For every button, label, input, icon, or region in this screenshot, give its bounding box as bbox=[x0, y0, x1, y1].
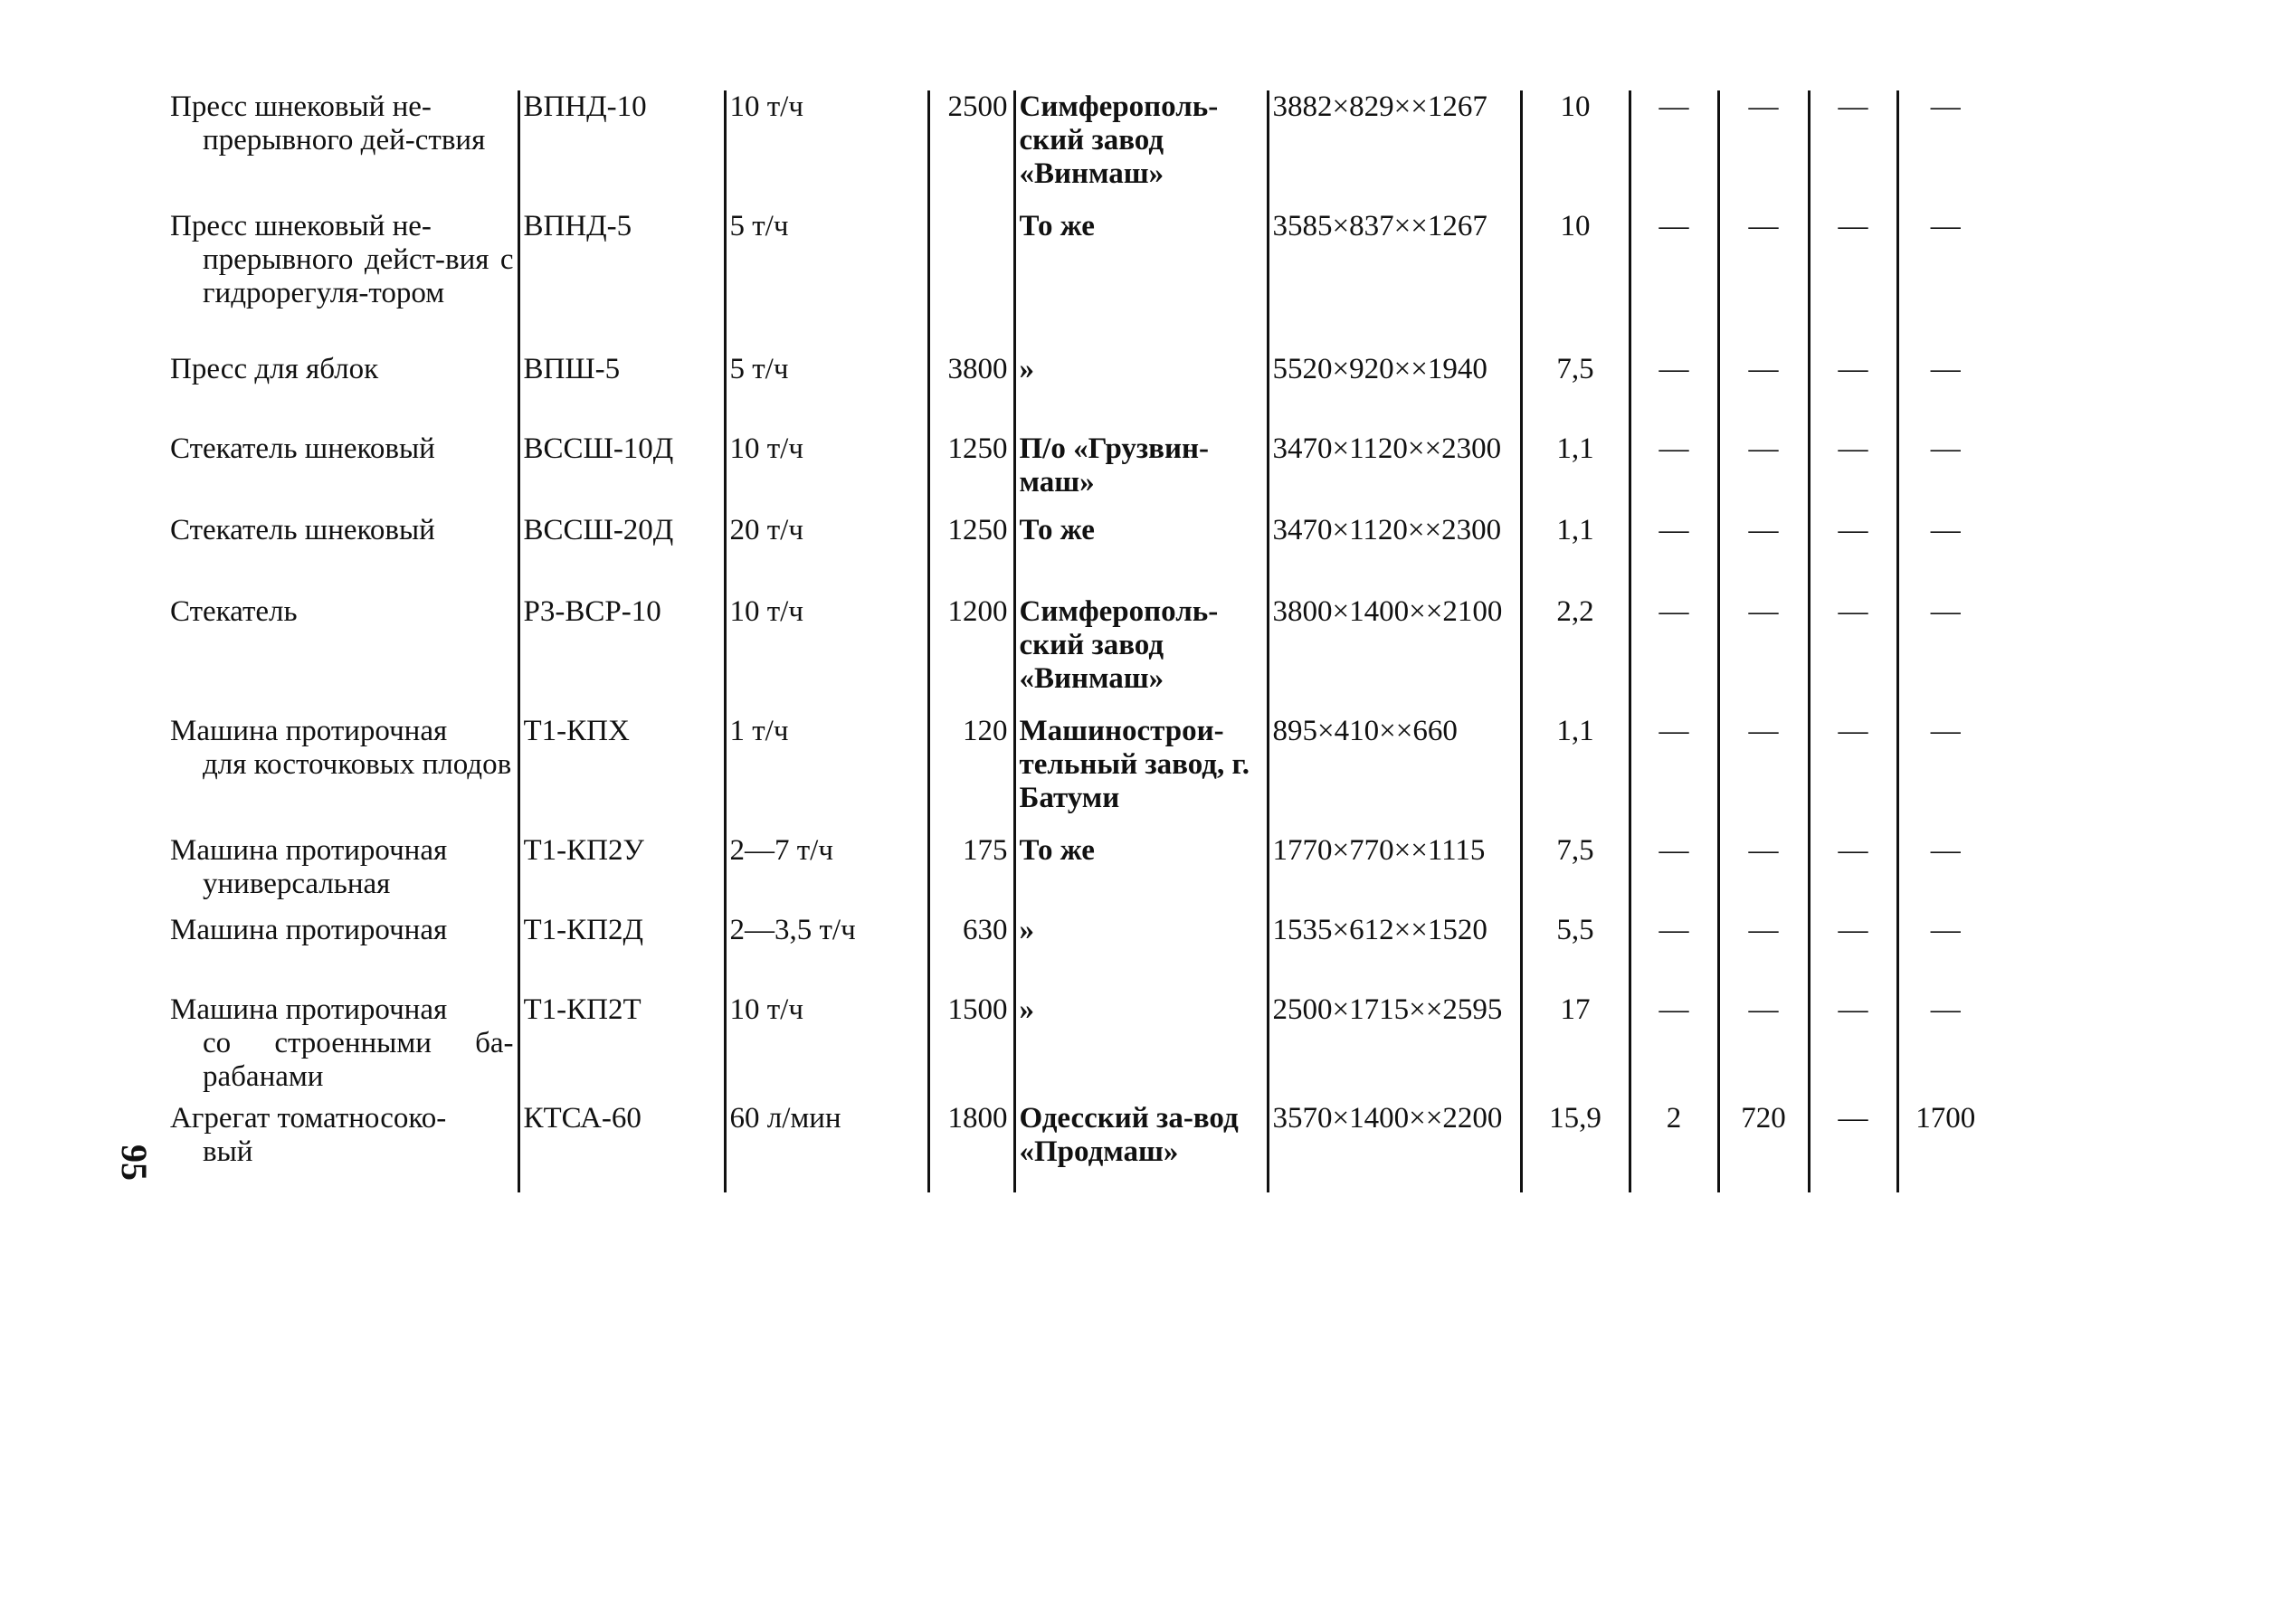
table-row bbox=[170, 514, 1992, 595]
equipment-name: Пресс шнековый не- bbox=[170, 210, 432, 242]
model-cell: Р3-ВСР-10 bbox=[518, 595, 725, 715]
equipment-name-cell bbox=[170, 90, 518, 210]
mass-cell: 1200 bbox=[928, 595, 1014, 715]
dimensions-cell: 3585×837××1267 bbox=[1268, 210, 1521, 353]
table-row bbox=[170, 210, 1992, 353]
power-cell: 17 bbox=[1521, 993, 1630, 1102]
column-11-cell: — bbox=[1809, 993, 1897, 1102]
column-12-cell: — bbox=[1897, 514, 1992, 595]
capacity-cell: 10 т/ч bbox=[725, 993, 928, 1102]
column-10-cell: — bbox=[1718, 432, 1809, 514]
table-row bbox=[170, 90, 1992, 210]
column-12-cell: — bbox=[1897, 210, 1992, 353]
column-9-cell: — bbox=[1630, 432, 1718, 514]
column-10-cell: — bbox=[1718, 914, 1809, 993]
dimensions-cell: 1770×770××1115 bbox=[1268, 834, 1521, 914]
column-12-cell: — bbox=[1897, 914, 1992, 993]
power-cell: 2,2 bbox=[1521, 595, 1630, 715]
column-12-cell: — bbox=[1897, 993, 1992, 1102]
column-9-cell: — bbox=[1630, 90, 1718, 210]
mass-cell: 175 bbox=[928, 834, 1014, 914]
capacity-cell: 10 т/ч bbox=[725, 595, 928, 715]
equipment-name: Пресс для яблок bbox=[170, 353, 379, 385]
page-number: 95 bbox=[114, 1144, 155, 1181]
equipment-name-continued: со строенными ба-рабанами bbox=[203, 1027, 514, 1093]
dimensions-cell: 2500×1715××2595 bbox=[1268, 993, 1521, 1102]
column-11-cell: — bbox=[1809, 210, 1897, 353]
table-row bbox=[170, 914, 1992, 993]
dimensions-cell: 3570×1400××2200 bbox=[1268, 1102, 1521, 1192]
capacity-cell: 2—3,5 т/ч bbox=[725, 914, 928, 993]
column-11-cell: — bbox=[1809, 1102, 1897, 1192]
column-10-cell: — bbox=[1718, 993, 1809, 1102]
mass-cell: 120 bbox=[928, 715, 1014, 834]
model-cell: Т1-КП2У bbox=[518, 834, 725, 914]
table-row bbox=[170, 715, 1992, 834]
manufacturer-cell: То же bbox=[1014, 514, 1268, 595]
equipment-name-continued: вый bbox=[203, 1135, 253, 1168]
column-9-cell: — bbox=[1630, 595, 1718, 715]
equipment-name-cell bbox=[170, 715, 518, 834]
model-cell: ВССШ-20Д bbox=[518, 514, 725, 595]
manufacturer-cell: Симферополь-ский завод «Винмаш» bbox=[1014, 595, 1268, 715]
table-row bbox=[170, 834, 1992, 914]
table-row bbox=[170, 595, 1992, 715]
equipment-name: Машина протирочная bbox=[170, 914, 448, 946]
column-12-cell: — bbox=[1897, 90, 1992, 210]
column-11-cell: — bbox=[1809, 353, 1897, 432]
power-cell: 1,1 bbox=[1521, 514, 1630, 595]
capacity-cell: 10 т/ч bbox=[725, 90, 928, 210]
manufacturer-cell: То же bbox=[1014, 834, 1268, 914]
manufacturer-cell: П/о «Грузвин-маш» bbox=[1014, 432, 1268, 514]
model-cell: ВССШ-10Д bbox=[518, 432, 725, 514]
column-12-cell: — bbox=[1897, 715, 1992, 834]
column-9-cell: — bbox=[1630, 914, 1718, 993]
equipment-name-cell bbox=[170, 595, 518, 715]
manufacturer-cell: Машинострои-тельный завод, г. Батуми bbox=[1014, 715, 1268, 834]
capacity-cell: 5 т/ч bbox=[725, 353, 928, 432]
mass-cell: 1800 bbox=[928, 1102, 1014, 1192]
equipment-name: Стекатель шнековый bbox=[170, 514, 435, 546]
equipment-name-cell bbox=[170, 1102, 518, 1192]
equipment-name-cell bbox=[170, 514, 518, 595]
mass-cell: 630 bbox=[928, 914, 1014, 993]
dimensions-cell: 1535×612××1520 bbox=[1268, 914, 1521, 993]
dimensions-cell: 3470×1120××2300 bbox=[1268, 514, 1521, 595]
column-10-cell: 720 bbox=[1718, 1102, 1809, 1192]
equipment-name-cell bbox=[170, 210, 518, 353]
manufacturer-cell: » bbox=[1014, 993, 1268, 1102]
dimensions-cell: 3800×1400××2100 bbox=[1268, 595, 1521, 715]
power-cell: 1,1 bbox=[1521, 432, 1630, 514]
column-10-cell: — bbox=[1718, 715, 1809, 834]
manufacturer-cell: » bbox=[1014, 914, 1268, 993]
column-11-cell: — bbox=[1809, 715, 1897, 834]
column-11-cell: — bbox=[1809, 90, 1897, 210]
column-11-cell: — bbox=[1809, 595, 1897, 715]
manufacturer-cell: Одесский за-вод «Продмаш» bbox=[1014, 1102, 1268, 1192]
table-row bbox=[170, 993, 1992, 1102]
column-12-cell: — bbox=[1897, 834, 1992, 914]
equipment-name-continued: универсальная bbox=[203, 868, 391, 900]
model-cell: ВПНД-5 bbox=[518, 210, 725, 353]
column-12-cell: — bbox=[1897, 432, 1992, 514]
equipment-name: Машина протирочная bbox=[170, 993, 448, 1026]
column-10-cell: — bbox=[1718, 834, 1809, 914]
column-9-cell: — bbox=[1630, 353, 1718, 432]
column-12-cell: — bbox=[1897, 595, 1992, 715]
dimensions-cell: 3470×1120××2300 bbox=[1268, 432, 1521, 514]
power-cell: 10 bbox=[1521, 90, 1630, 210]
equipment-name: Стекатель bbox=[170, 595, 298, 628]
equipment-table bbox=[170, 90, 1992, 1192]
table-row bbox=[170, 353, 1992, 432]
equipment-name-continued: прерывного дейст-вия с гидрорегуля-тором bbox=[203, 243, 514, 309]
column-10-cell: — bbox=[1718, 353, 1809, 432]
equipment-name-cell bbox=[170, 432, 518, 514]
mass-cell: 3800 bbox=[928, 353, 1014, 432]
model-cell: Т1-КП2Т bbox=[518, 993, 725, 1102]
dimensions-cell: 5520×920××1940 bbox=[1268, 353, 1521, 432]
equipment-name-cell bbox=[170, 993, 518, 1102]
model-cell: Т1-КПХ bbox=[518, 715, 725, 834]
column-9-cell: — bbox=[1630, 210, 1718, 353]
capacity-cell: 20 т/ч bbox=[725, 514, 928, 595]
model-cell: ВПНД-10 bbox=[518, 90, 725, 210]
mass-cell: 1250 bbox=[928, 432, 1014, 514]
manufacturer-cell: Симферополь-ский завод «Винмаш» bbox=[1014, 90, 1268, 210]
equipment-name-continued: для косточковых плодов bbox=[203, 748, 512, 781]
power-cell: 15,9 bbox=[1521, 1102, 1630, 1192]
column-9-cell: — bbox=[1630, 715, 1718, 834]
equipment-name: Пресс шнековый не- bbox=[170, 90, 432, 123]
column-9-cell: 2 bbox=[1630, 1102, 1718, 1192]
column-11-cell: — bbox=[1809, 834, 1897, 914]
column-10-cell: — bbox=[1718, 595, 1809, 715]
power-cell: 10 bbox=[1521, 210, 1630, 353]
capacity-cell: 1 т/ч bbox=[725, 715, 928, 834]
power-cell: 7,5 bbox=[1521, 834, 1630, 914]
equipment-name: Машина протирочная bbox=[170, 834, 448, 867]
equipment-name-continued: прерывного дей-ствия bbox=[203, 124, 486, 157]
column-12-cell: 1700 bbox=[1897, 1102, 1992, 1192]
equipment-name-cell bbox=[170, 353, 518, 432]
equipment-name: Агрегат томатносоко- bbox=[170, 1102, 447, 1135]
mass-cell: 1250 bbox=[928, 514, 1014, 595]
column-10-cell: — bbox=[1718, 90, 1809, 210]
column-9-cell: — bbox=[1630, 834, 1718, 914]
table-body bbox=[170, 90, 1992, 1192]
power-cell: 7,5 bbox=[1521, 353, 1630, 432]
column-9-cell: — bbox=[1630, 514, 1718, 595]
column-11-cell: — bbox=[1809, 432, 1897, 514]
dimensions-cell: 3882×829××1267 bbox=[1268, 90, 1521, 210]
column-9-cell: — bbox=[1630, 993, 1718, 1102]
capacity-cell: 5 т/ч bbox=[725, 210, 928, 353]
mass-cell: 1500 bbox=[928, 993, 1014, 1102]
column-12-cell: — bbox=[1897, 353, 1992, 432]
equipment-name-cell bbox=[170, 834, 518, 914]
capacity-cell: 60 л/мин bbox=[725, 1102, 928, 1192]
power-cell: 5,5 bbox=[1521, 914, 1630, 993]
column-10-cell: — bbox=[1718, 210, 1809, 353]
capacity-cell: 10 т/ч bbox=[725, 432, 928, 514]
table-row bbox=[170, 1102, 1992, 1192]
table-row bbox=[170, 432, 1992, 514]
column-11-cell: — bbox=[1809, 914, 1897, 993]
model-cell: ВПШ-5 bbox=[518, 353, 725, 432]
dimensions-cell: 895×410××660 bbox=[1268, 715, 1521, 834]
capacity-cell: 2—7 т/ч bbox=[725, 834, 928, 914]
equipment-name-cell bbox=[170, 914, 518, 993]
manufacturer-cell: » bbox=[1014, 353, 1268, 432]
mass-cell: 2500 bbox=[928, 90, 1014, 210]
model-cell: КТСА-60 bbox=[518, 1102, 725, 1192]
equipment-name: Стекатель шнековый bbox=[170, 432, 435, 465]
column-11-cell: — bbox=[1809, 514, 1897, 595]
column-10-cell: — bbox=[1718, 514, 1809, 595]
power-cell: 1,1 bbox=[1521, 715, 1630, 834]
model-cell: Т1-КП2Д bbox=[518, 914, 725, 993]
mass-cell bbox=[928, 210, 1014, 353]
equipment-name: Машина протирочная bbox=[170, 715, 448, 747]
manufacturer-cell: То же bbox=[1014, 210, 1268, 353]
